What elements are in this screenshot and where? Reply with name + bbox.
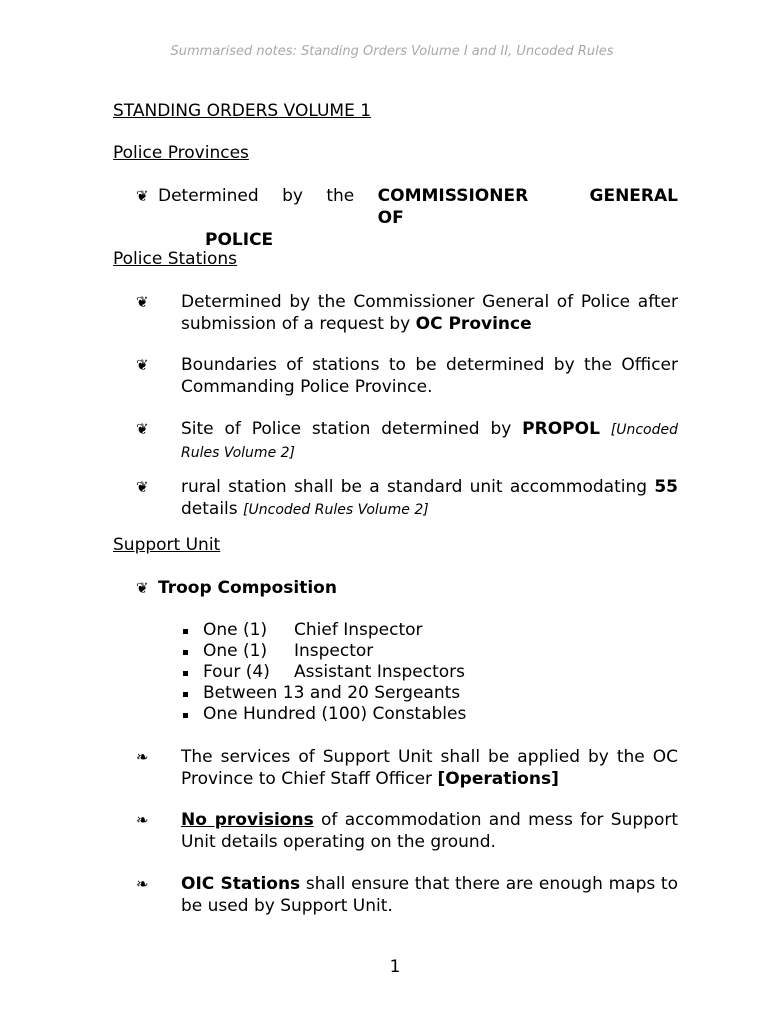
- floral-heart-outline-icon: ❧: [136, 748, 149, 766]
- text-post: shall ensure that there are enough maps to be used by Support Unit.: [181, 874, 678, 916]
- troop-rank: Between 13 and 20 Sergeants: [203, 683, 461, 703]
- bullet-text: [181, 746, 678, 790]
- list-item-provinces: [136, 185, 678, 250]
- troop-qty: One (1): [203, 620, 268, 640]
- floral-heart-outline-icon: ❧: [136, 875, 149, 893]
- troop-list-item: [182, 662, 466, 683]
- bullet-text: [181, 418, 678, 464]
- troop-list-item: [182, 683, 466, 704]
- troop-qty: One (1): [203, 641, 268, 661]
- bullet-text: [181, 873, 678, 917]
- list-item: [136, 354, 678, 398]
- floral-heart-icon: ❦: [136, 187, 149, 205]
- bullet-text: [158, 185, 678, 251]
- text-bold: COMMISSIONER GENERAL OF: [377, 186, 678, 228]
- troop-list-item: [182, 704, 466, 725]
- troop-composition-list: [182, 620, 466, 725]
- text-post: details: [181, 499, 238, 519]
- heading-police-stations: Police Stations: [113, 249, 237, 269]
- text-pre: rural station shall be a standard unit accommodating: [181, 477, 655, 497]
- text-bold: OC Province: [415, 314, 532, 334]
- bullet-text: [158, 577, 678, 599]
- list-item: [136, 746, 678, 790]
- text-pre: Boundaries of stations to be determined by the Officer Commanding Police Province.: [181, 355, 678, 397]
- text-bold-cont: POLICE: [205, 230, 274, 250]
- document-title: STANDING ORDERS VOLUME 1: [113, 101, 372, 121]
- text-bold: [Operations]: [437, 769, 559, 789]
- troop-rank: One Hundred (100) Constables: [203, 704, 467, 724]
- text-underline-bold: No provisions: [181, 810, 314, 830]
- floral-heart-icon: ❦: [136, 293, 149, 311]
- text-pre: The services of Support Unit shall be applied by the OC Province to Chief Staff Officer: [181, 747, 678, 789]
- floral-heart-icon: ❦: [136, 356, 149, 374]
- list-item: [136, 873, 678, 917]
- troop-qty: Four (4): [203, 662, 270, 682]
- citation: [Uncoded Rules Volume 2]: [181, 422, 678, 461]
- troop-rank: Assistant Inspectors: [294, 662, 466, 682]
- text-bold: 55: [654, 477, 678, 497]
- bullet-text: [181, 354, 678, 398]
- troop-heading: Troop Composition: [158, 578, 337, 598]
- bullet-text: [181, 476, 678, 521]
- floral-heart-outline-icon: ❧: [136, 811, 149, 829]
- citation: [Uncoded Rules Volume 2]: [243, 502, 429, 518]
- text-pre: Determined by the: [158, 186, 378, 206]
- floral-heart-icon: ❦: [136, 420, 149, 438]
- floral-heart-icon: ❦: [136, 579, 149, 597]
- text-pre: Determined by the Commissioner General of Police after submission of a request by: [181, 292, 678, 334]
- text-post: of accommodation and mess for Support Unit details operating on the ground.: [181, 810, 678, 852]
- list-item: [136, 476, 678, 520]
- list-item: [136, 809, 678, 853]
- heading-police-provinces: Police Provinces: [113, 143, 249, 163]
- troop-list-item: [182, 620, 466, 641]
- text-bold: OIC Stations: [181, 874, 301, 894]
- list-item: [136, 418, 678, 462]
- troop-list-item: [182, 641, 466, 662]
- text-pre: Site of Police station determined by: [181, 419, 523, 439]
- heading-support-unit: Support Unit: [113, 535, 221, 555]
- list-item: [136, 291, 678, 335]
- page-number: 1: [389, 957, 401, 977]
- floral-heart-icon: ❦: [136, 478, 149, 496]
- troop-rank: Chief Inspector: [294, 620, 423, 640]
- bullet-text: [181, 809, 678, 853]
- bullet-text: [181, 291, 678, 335]
- troop-rank: Inspector: [294, 641, 374, 661]
- text-bold: PROPOL: [522, 419, 600, 439]
- running-header: Summarised notes: Standing Orders Volume I and II, Uncoded Rules: [170, 44, 614, 59]
- list-item-troop-composition: [136, 577, 678, 599]
